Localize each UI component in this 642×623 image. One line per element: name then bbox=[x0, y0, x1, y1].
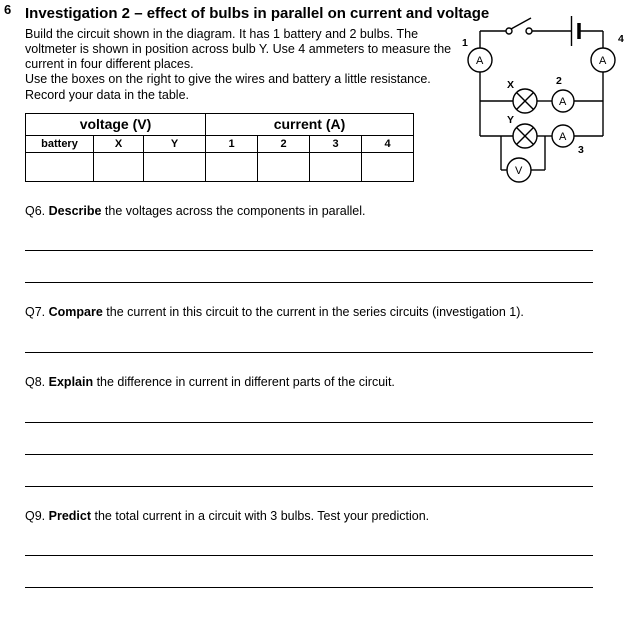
intro-paragraph-1: Build the circuit shown in the diagram. It has 1 battery and 2 bulbs. The voltmeter is shown in position across bulb Y. Use 4 ammeters to measure the current in four different places. bbox=[25, 26, 452, 71]
column-header-2: 2 bbox=[258, 135, 310, 152]
question-q7 bbox=[25, 283, 595, 353]
page-number: 6 bbox=[4, 2, 12, 17]
intro-paragraph-2: Use the boxes on the right to give the wires and battery a little resistance. Record your data in the table. bbox=[25, 72, 431, 102]
question-keyword: Explain bbox=[48, 375, 94, 389]
question-number: Q6. bbox=[25, 203, 46, 218]
worksheet-content bbox=[25, 4, 595, 588]
question-text: the total current in a circuit with 3 bulbs. Test your prediction. bbox=[91, 508, 430, 523]
column-header-3: 3 bbox=[310, 135, 362, 152]
ammeter-1-label: 1 bbox=[462, 37, 468, 49]
ammeter-2-symbol: A bbox=[559, 96, 567, 108]
voltage-group-header: voltage (V) bbox=[26, 113, 206, 135]
question-text: the voltages across the components in parallel. bbox=[101, 203, 366, 218]
ammeter-2-label: 2 bbox=[556, 75, 562, 87]
table-cell bbox=[362, 152, 414, 181]
question-text: the current in this circuit to the current in the series circuits (investigation 1). bbox=[102, 305, 524, 320]
question-q9 bbox=[25, 487, 595, 589]
column-header-4: 4 bbox=[362, 135, 414, 152]
column-header-battery: battery bbox=[26, 135, 94, 152]
question-q6 bbox=[25, 182, 595, 284]
question-q8 bbox=[25, 353, 595, 487]
answer-line bbox=[25, 556, 593, 588]
bulb-x-label: X bbox=[507, 79, 515, 91]
answer-line bbox=[25, 391, 593, 423]
table-cell bbox=[94, 152, 144, 181]
table-cell bbox=[310, 152, 362, 181]
table-cell bbox=[144, 152, 206, 181]
answer-line bbox=[25, 251, 593, 283]
question-keyword: Compare bbox=[48, 305, 103, 320]
answer-line bbox=[25, 423, 593, 455]
column-header-x: X bbox=[94, 135, 144, 152]
ammeter-3-symbol: A bbox=[559, 131, 567, 143]
question-keyword: Describe bbox=[48, 203, 102, 218]
results-table bbox=[25, 113, 414, 182]
page-title: Investigation 2 – effect of bulbs in parallel on current and voltage bbox=[25, 5, 490, 22]
column-header-y: Y bbox=[144, 135, 206, 152]
bulb-y-label: Y bbox=[507, 114, 515, 126]
table-cell bbox=[26, 152, 94, 181]
question-keyword: Predict bbox=[48, 508, 92, 523]
table-cell bbox=[206, 152, 258, 181]
answer-line bbox=[25, 455, 593, 487]
ammeter-1-symbol: A bbox=[476, 55, 484, 67]
intro-text bbox=[25, 27, 457, 103]
current-group-header: current (A) bbox=[206, 113, 414, 135]
table-cell bbox=[258, 152, 310, 181]
column-header-1: 1 bbox=[206, 135, 258, 152]
question-number: Q8. bbox=[25, 375, 46, 389]
column-header-row bbox=[26, 135, 414, 152]
question-text: the difference in current in different parts of the circuit. bbox=[93, 375, 395, 389]
ammeter-3-label: 3 bbox=[578, 144, 584, 156]
data-row bbox=[26, 152, 414, 181]
question-number: Q7. bbox=[25, 305, 46, 320]
answer-line bbox=[25, 219, 593, 251]
voltmeter-symbol: V bbox=[515, 165, 523, 177]
ammeter-4-label: 4 bbox=[618, 33, 624, 45]
answer-line bbox=[25, 321, 593, 353]
ammeter-4-symbol: A bbox=[599, 55, 607, 67]
answer-line bbox=[25, 524, 593, 556]
question-number: Q9. bbox=[25, 508, 46, 523]
group-header-row bbox=[26, 113, 414, 135]
